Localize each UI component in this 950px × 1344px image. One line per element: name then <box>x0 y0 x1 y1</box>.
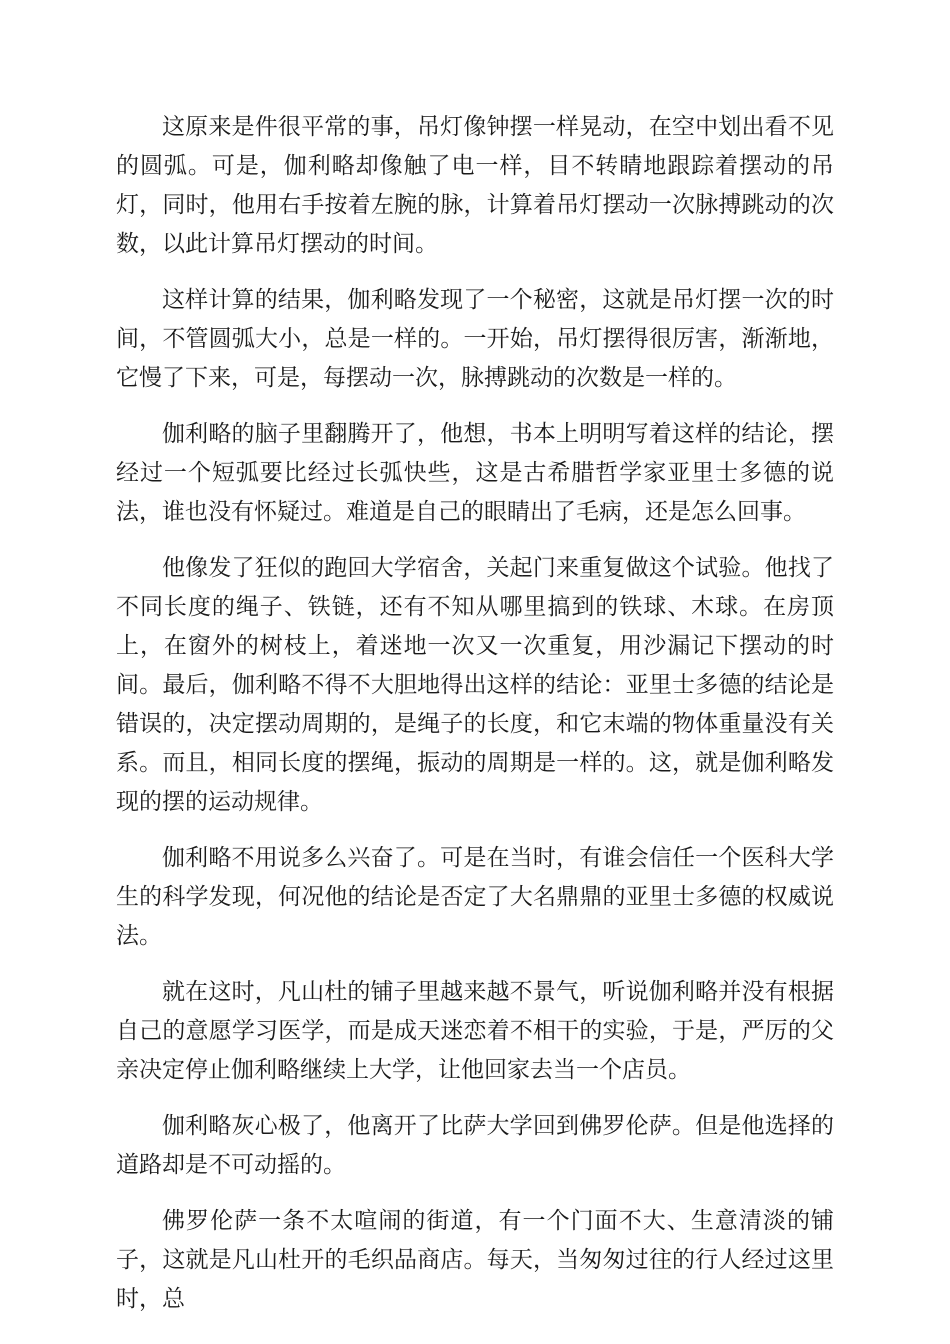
paragraph: 他像发了狂似的跑回大学宿舍，关起门来重复做这个试验。他找了不同长度的绳子、铁链，还有不知从哪里搞到的铁球、木球。在房顶上，在窗外的树枝上，着迷地一次又一次重复，用沙漏记下摆动的时间。最后，伽利略不得不大胆地得出这样的结论：亚里士多德的结论是错误的，决定摆动周期的，是绳子的长度，和它末端的物体重量没有关系。而且，相同长度的摆绳，振动的周期是一样的。这，就是伽利略发现的摆的运动规律。 <box>116 555 834 815</box>
paragraph: 这原来是件很平常的事，吊灯像钟摆一样晃动，在空中划出看不见的圆弧。可是，伽利略却像触了电一样，目不转睛地跟踪着摆动的吊灯，同时，他用右手按着左腕的脉，计算着吊灯摆动一次脉搏跳动的次数，以此计算吊灯摆动的时间。 <box>116 114 834 257</box>
paragraph: 伽利略灰心极了，他离开了比萨大学回到佛罗伦萨。但是他选择的道路却是不可动摇的。 <box>116 1113 834 1178</box>
paragraph: 伽利略的脑子里翻腾开了，他想，书本上明明写着这样的结论，摆经过一个短弧要比经过长弧快些，这是古希腊哲学家亚里士多德的说法，谁也没有怀疑过。难道是自己的眼睛出了毛病，还是怎么回事。 <box>116 421 834 525</box>
paragraph: 佛罗伦萨一条不太喧闹的街道，有一个门面不大、生意清淡的铺子，这就是凡山杜开的毛织品商店。每天，当匆匆过往的行人经过这里时，总 <box>116 1208 834 1312</box>
paragraph: 这样计算的结果，伽利略发现了一个秘密，这就是吊灯摆一次的时间，不管圆弧大小，总是一样的。一开始，吊灯摆得很厉害，渐渐地，它慢了下来，可是，每摆动一次，脉搏跳动的次数是一样的。 <box>116 287 834 391</box>
paragraph: 就在这时，凡山杜的铺子里越来越不景气，听说伽利略并没有根据自己的意愿学习医学，而是成天迷恋着不相干的实验，于是，严厉的父亲决定停止伽利略继续上大学，让他回家去当一个店员。 <box>116 979 834 1083</box>
paragraph: 伽利略不用说多么兴奋了。可是在当时，有谁会信任一个医科大学生的科学发现，何况他的结论是否定了大名鼎鼎的亚里士多德的权威说法。 <box>116 845 834 949</box>
document-page <box>116 108 834 1336</box>
